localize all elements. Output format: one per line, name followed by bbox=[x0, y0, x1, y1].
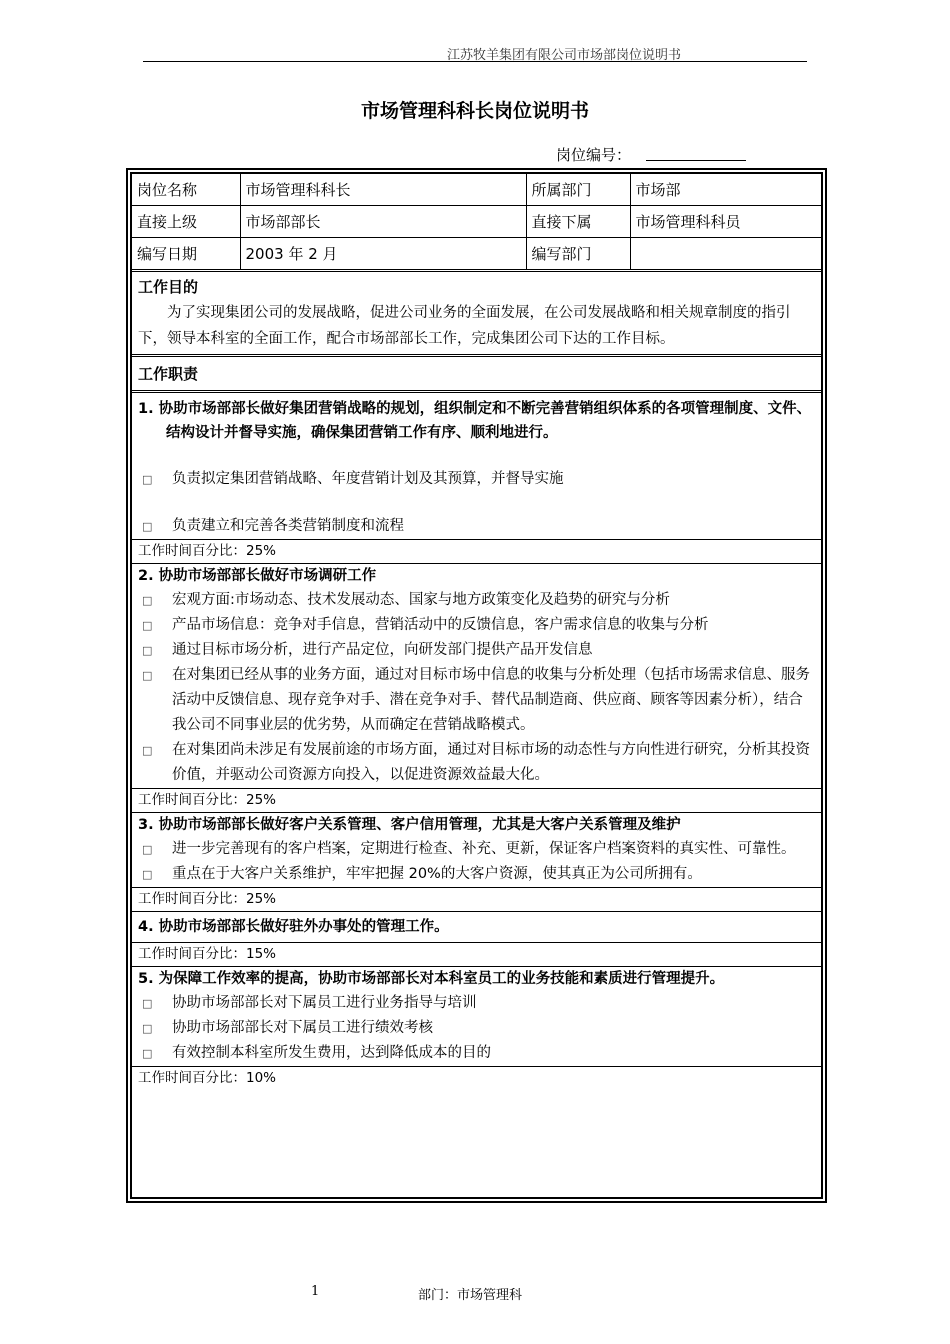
list-item: □ 负责建立和完善各类营销制度和流程 bbox=[138, 514, 815, 539]
writer-dept-label: 编写部门 bbox=[526, 238, 630, 270]
document-header: 江苏牧羊集团有限公司市场部岗位说明书 bbox=[447, 48, 682, 63]
page-title: 市场管理科科长岗位说明书 bbox=[360, 100, 589, 122]
position-number-label: 岗位编号： bbox=[556, 146, 632, 164]
purpose-title: 工作目的 bbox=[138, 278, 199, 296]
bullet-icon: □ bbox=[142, 644, 153, 657]
job-description-body bbox=[130, 172, 823, 1199]
duty-title: 4. 协助市场部部长做好驻外办事处的管理工作。 bbox=[132, 911, 821, 942]
list-item: □ 重点在于大客户关系维护，牢牢把握 20%的大客户资源，使其真正为公司所拥有。 bbox=[138, 862, 815, 887]
superior-label: 直接上级 bbox=[132, 206, 240, 238]
position-name-label: 岗位名称 bbox=[132, 174, 240, 206]
list-item: □ 在对集团尚未涉足有发展前途的市场方面，通过对目标市场的动态性与方向性进行研究，分析其投资价值，并驱动公司资源方向投入，以促进资源效益最大化。 bbox=[138, 738, 815, 788]
list-item: □ 协助市场部部长对下属员工进行业务指导与培训 bbox=[138, 991, 815, 1016]
purpose-section bbox=[132, 272, 821, 354]
bullet-icon: □ bbox=[142, 520, 153, 533]
list-item: □ 有效控制本科室所发生费用，达到降低成本的目的 bbox=[138, 1041, 815, 1066]
bullet-icon: □ bbox=[142, 868, 153, 881]
department-label: 所属部门 bbox=[526, 174, 630, 206]
time-percentage: 工作时间百分比：25% bbox=[132, 539, 821, 563]
bullet-icon: □ bbox=[142, 619, 153, 632]
bullet-icon: □ bbox=[142, 1047, 153, 1060]
subordinate-label: 直接下属 bbox=[526, 206, 630, 238]
position-number-blank bbox=[646, 160, 746, 161]
bullet-icon: □ bbox=[142, 669, 153, 682]
purpose-text: 为了实现集团公司的发展战略，促进公司业务的全面发展，在公司发展战略和相关规章制度的指引下，领导本科室的全面工作，配合市场部部长工作，完成集团公司下达的工作目标。 bbox=[138, 305, 791, 347]
duty-title: 1. 协助市场部部长做好集团营销战略的规划，组织制定和不断完善营销组织体系的各项管理制度、文件、结构设计并督导实施，确保集团营销工作有序、顺利地进行。 bbox=[138, 401, 812, 441]
time-percentage: 工作时间百分比：25% bbox=[132, 788, 821, 812]
table-row bbox=[132, 174, 821, 206]
duties-title: 工作职责 bbox=[138, 365, 199, 383]
subordinate-value: 市场管理科科员 bbox=[630, 206, 821, 238]
list-item: □ 产品市场信息：竞争对手信息，营销活动中的反馈信息，客户需求信息的收集与分析 bbox=[138, 613, 815, 638]
time-percentage: 工作时间百分比：25% bbox=[132, 887, 821, 911]
bullet-icon: □ bbox=[142, 843, 153, 856]
bullet-icon: □ bbox=[142, 997, 153, 1010]
bullet-icon: □ bbox=[142, 473, 153, 486]
table-row bbox=[132, 206, 821, 238]
basic-info-table bbox=[132, 174, 821, 269]
bullet-icon: □ bbox=[142, 744, 153, 757]
date-value: 2003 年 2 月 bbox=[240, 238, 526, 270]
job-description-frame bbox=[126, 168, 827, 1203]
department-value: 市场部 bbox=[630, 174, 821, 206]
bullet-icon: □ bbox=[142, 594, 153, 607]
date-label: 编写日期 bbox=[132, 238, 240, 270]
duty-title: 5. 为保障工作效率的提高，协助市场部部长对本科室员工的业务技能和素质进行管理提升。 bbox=[132, 966, 821, 991]
list-item: □ 协助市场部部长对下属员工进行绩效考核 bbox=[138, 1016, 815, 1041]
list-item: □ 进一步完善现有的客户档案，定期进行检查、补充、更新，保证客户档案资料的真实性、可靠性。 bbox=[138, 837, 815, 862]
writer-dept-value bbox=[630, 238, 821, 270]
page-number: 1 bbox=[311, 1284, 320, 1299]
duties-list bbox=[132, 393, 821, 1090]
bullet-icon: □ bbox=[142, 1022, 153, 1035]
superior-value: 市场部部长 bbox=[240, 206, 526, 238]
list-item: □ 通过目标市场分析，进行产品定位，向研发部门提供产品开发信息 bbox=[138, 638, 815, 663]
header-rule bbox=[143, 61, 807, 62]
list-item: □ 宏观方面:市场动态、技术发展动态、国家与地方政策变化及趋势的研究与分析 bbox=[138, 588, 815, 613]
footer-department: 部门：市场管理科 bbox=[418, 1288, 523, 1303]
time-percentage: 工作时间百分比：15% bbox=[132, 942, 821, 966]
duty-title: 2. 协助市场部部长做好市场调研工作 bbox=[132, 563, 821, 588]
position-name-value: 市场管理科科长 bbox=[240, 174, 526, 206]
list-item: □ 负责拟定集团营销战略、年度营销计划及其预算，并督导实施 bbox=[138, 467, 815, 492]
list-item: □ 在对集团已经从事的业务方面，通过对目标市场中信息的收集与分析处理（包括市场需求信息、服务活动中反馈信息、现存竞争对手、潜在竞争对手、替代品制造商、供应商、顾客等因素分析），结合我公司不同事业层的优劣势，从而确定在营销战略模式。 bbox=[138, 663, 815, 738]
time-percentage: 工作时间百分比：10% bbox=[132, 1066, 821, 1090]
table-row bbox=[132, 238, 821, 270]
duty-title: 3. 协助市场部部长做好客户关系管理、客户信用管理，尤其是大客户关系管理及维护 bbox=[132, 812, 821, 837]
